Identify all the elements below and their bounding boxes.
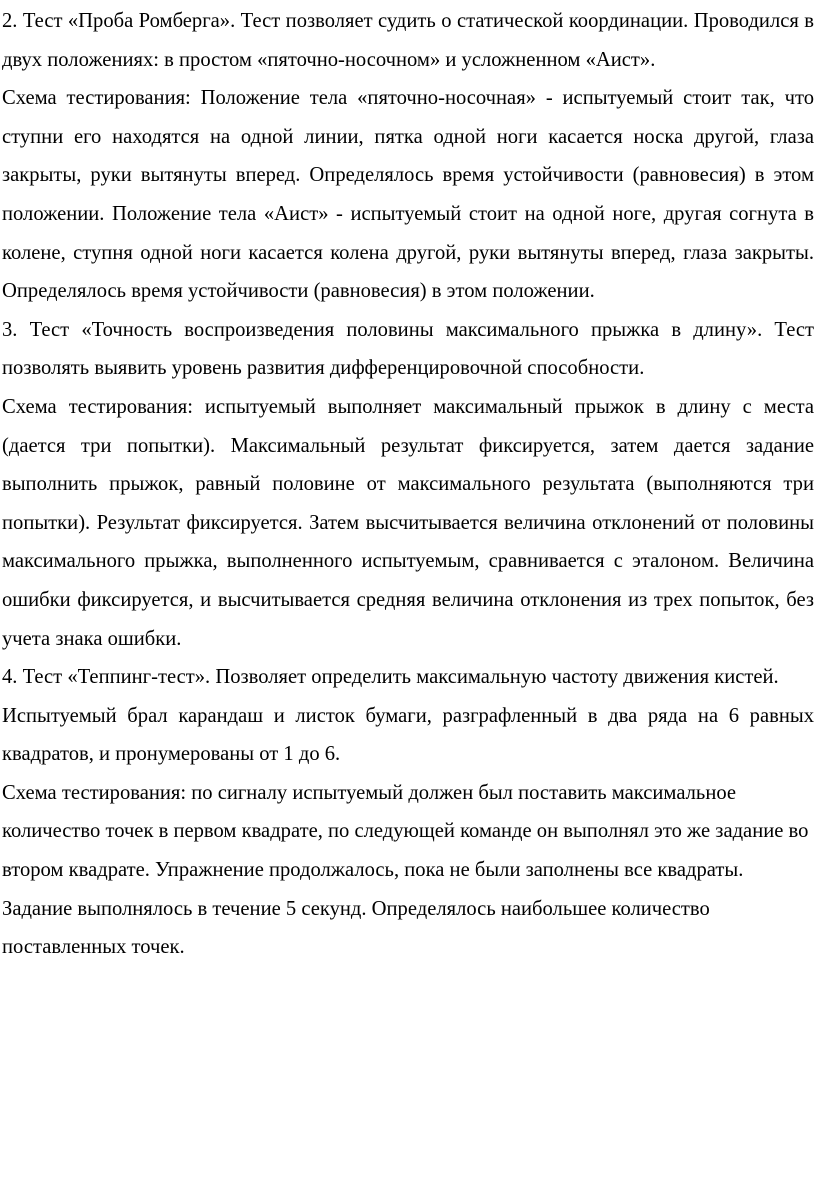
paragraph-tapping-scheme: Схема тестирования: по сигналу испытуемый должен был поставить максимальное количество точек в первом квадрате, по следующей команде он выполнял это же задание во втором квадрате. Упражнение продолжалось, пока не были заполнены все квадраты. Задание выполнялось в течение 5 секунд. Определялось наибольшее количество поставленных точек. — [2, 781, 809, 959]
paragraph-romberg-test: 2. Тест «Проба Ромберга». Тест позволяет судить о статической координации. Проводился в двух положениях: в простом «пяточно-носочном» и усложненном «Аист». — [2, 10, 814, 71]
paragraph-jump-test: 3. Тест «Точность воспроизведения половины максимального прыжка в длину». Тест позволять выявить уровень развития дифференцировочной способности. — [2, 318, 814, 380]
paragraph-tapping-setup: Испытуемый брал карандаш и листок бумаги, разграфленный в два ряда на 6 равных квадратов, и пронумерованы от 1 до 6. — [2, 704, 814, 766]
paragraph-romberg-scheme: Схема тестирования: Положение тела «пяточно-носочная» - испытуемый стоит так, что ступни его находятся на одной линии, пятка одной ноги касается носка другой, глаза закрыты, руки вытянуты вперед. Определялось время устойчивости (равновесия) в этом положении. Положение тела «Аист» - испытуемый стоит на одной ноге, другая согнута в колене, ступня одной ноги касается колена другой, руки вытянуты вперед, глаза закрыты. Определялось время устойчивости (равновесия) в этом положении. — [2, 87, 814, 303]
paragraph-tapping-test: 4. Тест «Теппинг-тест». Позволяет определить максимальную частоту движения кистей. — [2, 666, 779, 689]
paragraph-jump-scheme: Схема тестирования: испытуемый выполняет максимальный прыжок в длину с места (дается три попытки). Максимальный результат фиксируется, затем дается задание выполнить прыжок, равный половине от максимального результата (выполняются три попытки). Результат фиксируется. Затем высчитывается величина отклонений от половины максимального прыжка, выполненного испытуемым, сравнивается с эталоном. Величина ошибки фиксируется, и высчитывается средняя величина отклонения из трех попыток, без учета знака ошибки. — [2, 395, 814, 650]
